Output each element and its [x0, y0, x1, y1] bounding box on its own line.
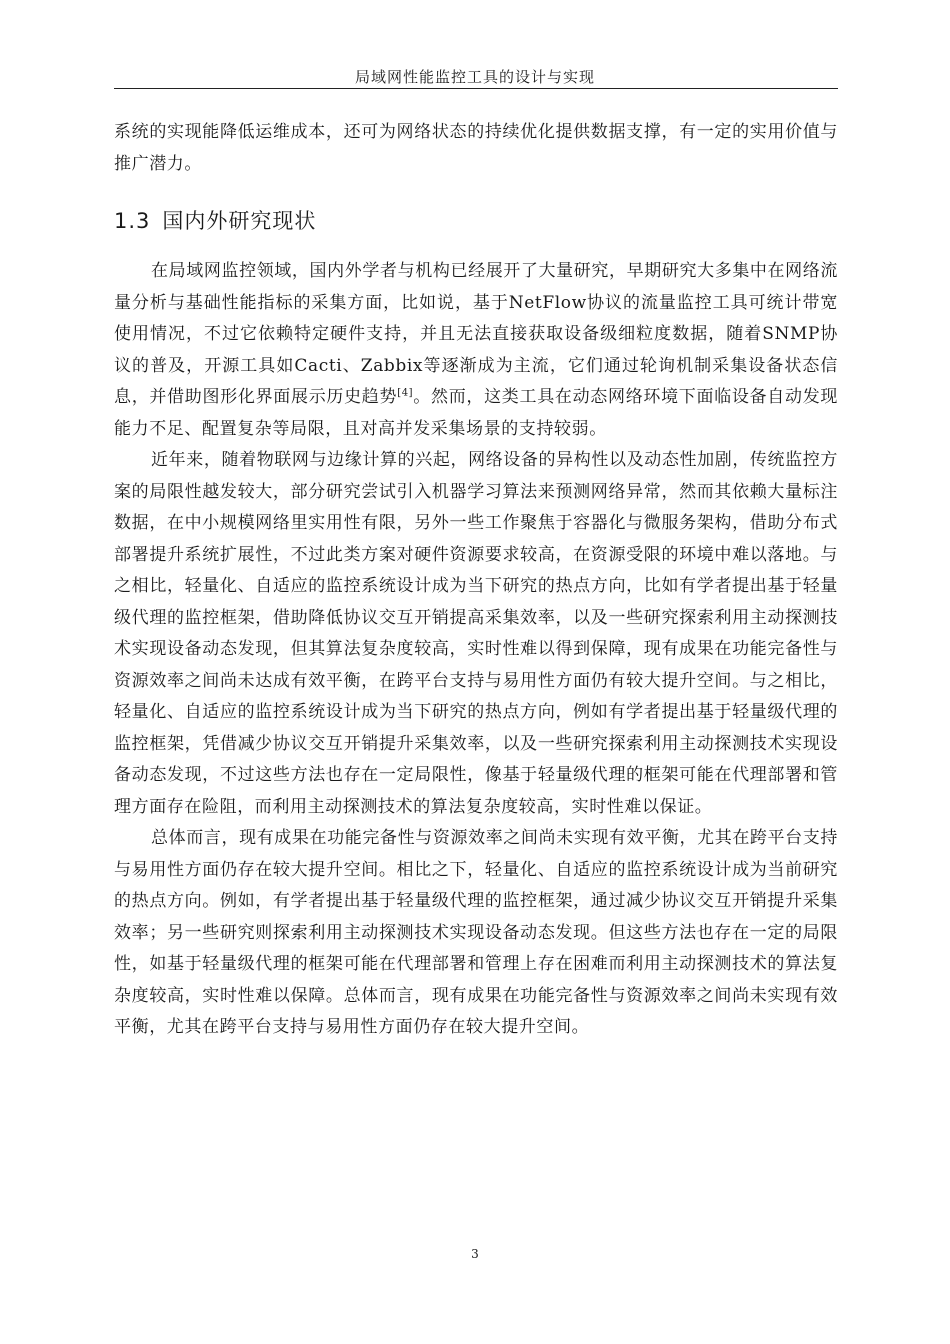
paragraph-research-history — [114, 256, 838, 445]
section-number: 1.3 — [114, 209, 151, 233]
page-body — [114, 117, 838, 1044]
paragraph-text: 在局域网监控领域，国内外学者与机构已经展开了大量研究，早期研究大多集中在网络流量分析与基础性能指标的采集方面，比如说，基于NetFlow协议的流量监控工具可统计带宽使用情况，不过它依赖特定硬件支持，并且无法直接获取设备级细粒度数据，随着SNMP协议的普及，开源工具如Cacti、Zabbix等逐渐成为主流，它们通过轮询机制采集设备状态信息，并借助图形化界面展示历史趋势 — [114, 261, 838, 407]
section-title: 国内外研究现状 — [162, 209, 317, 233]
paragraph-recent-research: 近年来，随着物联网与边缘计算的兴起，网络设备的异构性以及动态性加剧，传统监控方案的局限性越发较大，部分研究尝试引入机器学习算法来预测网络异常，然而其依赖大量标注数据，在中小规模网络里实用性有限，另外一些工作聚焦于容器化与微服务架构，借助分布式部署提升系统扩展性，不过此类方案对硬件资源要求较高，在资源受限的环境中难以落地。与之相比，轻量化、自适应的监控系统设计成为当下研究的热点方向，比如有学者提出基于轻量级代理的监控框架，借助降低协议交互开销提高采集效率，以及一些研究探索利用主动探测技术实现设备动态发现，但其算法复杂度较高，实时性难以得到保障，现有成果在功能完备性与资源效率之间尚未达成有效平衡，在跨平台支持与易用性方面仍有较大提升空间。与之相比，轻量化、自适应的监控系统设计成为当下研究的热点方向，例如有学者提出基于轻量级代理的监控框架，凭借减少协议交互开销提升采集效率，以及一些研究探索利用主动探测技术实现设备动态发现，不过这些方法也存在一定局限性，像基于轻量级代理的框架可能在代理部署和管理方面存在险阻，而利用主动探测技术的算法复杂度较高，实时性难以保证。 — [114, 450, 838, 817]
running-header: 局域网性能监控工具的设计与实现 — [354, 68, 595, 86]
paragraph-text: 。然而，这类工具在动态网络环境下面临设备自动发现能力不足、配置复杂等局限，且对高并发采集场景的支持较弱。 — [114, 387, 838, 439]
paragraph-summary: 总体而言，现有成果在功能完备性与资源效率之间尚未实现有效平衡，尤其在跨平台支持与易用性方面仍存在较大提升空间。相比之下，轻量化、自适应的监控系统设计成为当前研究的热点方向。例如，有学者提出基于轻量级代理的监控框架，通过减少协议交互开销提升采集效率；另一些研究则探索利用主动探测技术实现设备动态发现。但这些方法也存在一定的局限性，如基于轻量级代理的框架可能在代理部署和管理上存在困难而利用主动探测技术的算法复杂度较高，实时性难以保障。总体而言，现有成果在功能完备性与资源效率之间尚未实现有效平衡，尤其在跨平台支持与易用性方面仍存在较大提升空间。 — [114, 828, 838, 1037]
page-number: 3 — [471, 1247, 479, 1261]
paragraph-continuation: 系统的实现能降低运维成本，还可为网络状态的持续优化提供数据支撑，有一定的实用价值与推广潜力。 — [114, 122, 838, 174]
section-heading — [114, 206, 838, 236]
citation-reference: [4] — [397, 387, 414, 399]
header-rule — [114, 88, 838, 89]
